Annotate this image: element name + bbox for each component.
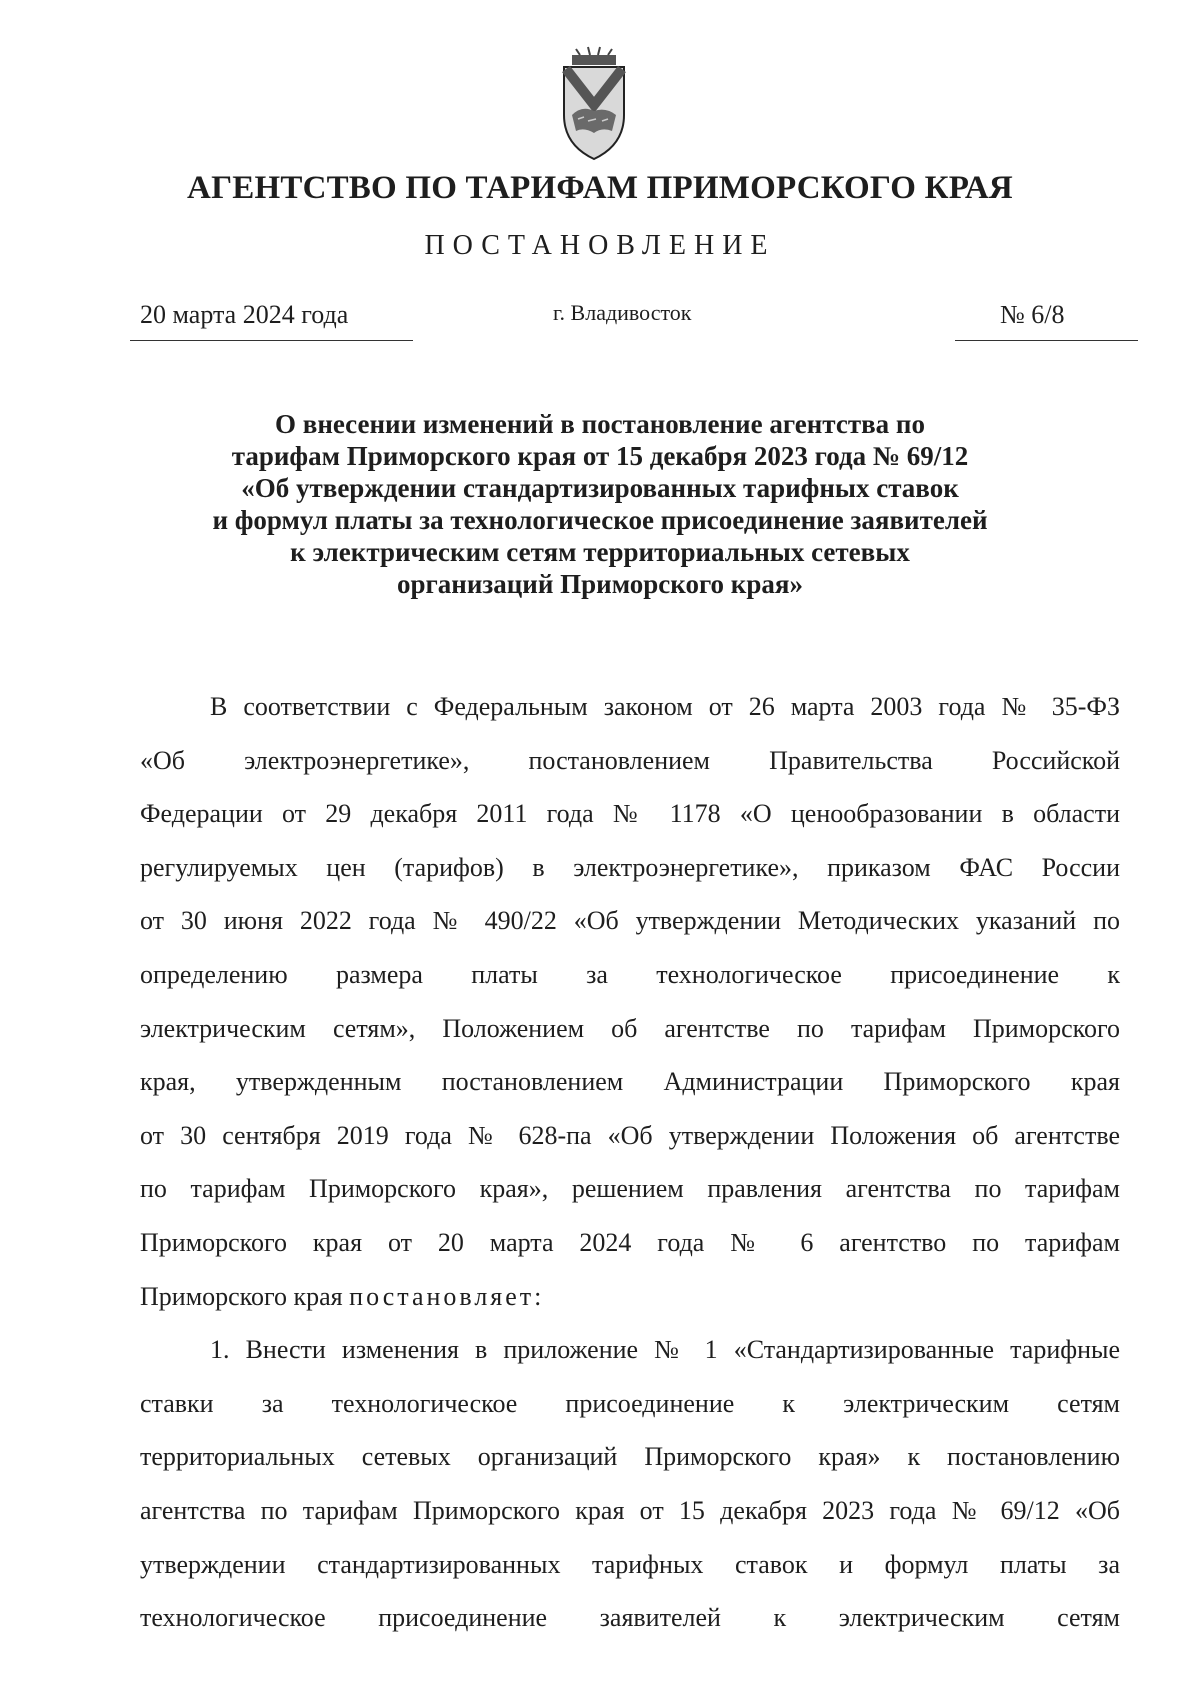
document-number: № 6/8 bbox=[1000, 300, 1065, 329]
body-line: В соответствии с Федеральным законом от 26 марта 2003 года № 35-ФЗ bbox=[210, 692, 1120, 721]
preamble-paragraph bbox=[140, 680, 1120, 1323]
document-title bbox=[150, 408, 1050, 600]
document-date: 20 марта 2024 года bbox=[140, 300, 349, 329]
body-line: от 30 июня 2022 года № 490/22 «Об утверждении Методических указаний по bbox=[140, 906, 1120, 936]
body-line: от 30 сентября 2019 года № 628-па «Об утверждении Положения об агентстве bbox=[140, 1120, 1120, 1150]
body-line: электрическим сетям», Положением об агентстве по тарифам Приморского bbox=[140, 1013, 1120, 1043]
document-city: г. Владивосток bbox=[553, 300, 692, 325]
body-line: агентства по тарифам Приморского края от 15 декабря 2023 года № 69/12 «Об bbox=[140, 1495, 1120, 1525]
body-line: утверждении стандартизированных тарифных ставок и формул платы за bbox=[140, 1549, 1120, 1579]
document-body bbox=[140, 680, 1120, 1645]
body-line: технологическое присоединение заявителей к электрическим сетям bbox=[140, 1603, 1120, 1633]
body-line: «Об электроэнергетике», постановлением Правительства Российской bbox=[140, 745, 1120, 775]
body-line-last bbox=[140, 1270, 1120, 1324]
title-line: тарифам Приморского края от 15 декабря 2023 года № 69/12 bbox=[231, 441, 969, 471]
body-text: : bbox=[534, 1281, 542, 1311]
title-line: и формул платы за технологическое присоединение заявителей bbox=[212, 505, 988, 535]
title-line: О внесении изменений в постановление агентства по bbox=[274, 409, 925, 439]
title-line: «Об утверждении стандартизированных тарифных ставок bbox=[241, 473, 959, 503]
body-line: края, утвержденным постановлением Администрации Приморского края bbox=[140, 1067, 1120, 1097]
number-underline bbox=[955, 340, 1138, 341]
body-line: ставки за технологическое присоединение к электрическим сетям bbox=[140, 1388, 1120, 1418]
agency-name: АГЕНТСТВО ПО ТАРИФАМ ПРИМОРСКОГО КРАЯ bbox=[187, 170, 1013, 206]
body-line: регулируемых цен (тарифов) в электроэнергетике», приказом ФАС России bbox=[140, 852, 1120, 882]
body-line: по тарифам Приморского края», решением правления агентства по тарифам bbox=[140, 1174, 1120, 1204]
date-underline bbox=[130, 340, 413, 341]
resolves-word: постановляет bbox=[349, 1281, 535, 1311]
title-line: к электрическим сетям территориальных сетевых bbox=[290, 537, 910, 567]
body-line: 1. Внести изменения в приложение № 1 «Стандартизированные тарифные bbox=[210, 1335, 1120, 1365]
title-line: организаций Приморского края» bbox=[397, 569, 803, 599]
body-line: территориальных сетевых организаций Приморского края» к постановлению bbox=[140, 1442, 1120, 1472]
body-line: Федерации от 29 декабря 2011 года № 1178 «О ценообразовании в области bbox=[140, 799, 1120, 829]
primorye-coat-of-arms-icon bbox=[558, 45, 630, 163]
body-line: определению размера платы за технологическое присоединение к bbox=[140, 959, 1120, 989]
body-line: Приморского края от 20 марта 2024 года № 6 агентство по тарифам bbox=[140, 1227, 1120, 1257]
body-text: Приморского края bbox=[140, 1281, 350, 1311]
clause-1-paragraph bbox=[140, 1323, 1120, 1645]
document-type: ПОСТАНОВЛЕНИЕ bbox=[424, 230, 776, 261]
